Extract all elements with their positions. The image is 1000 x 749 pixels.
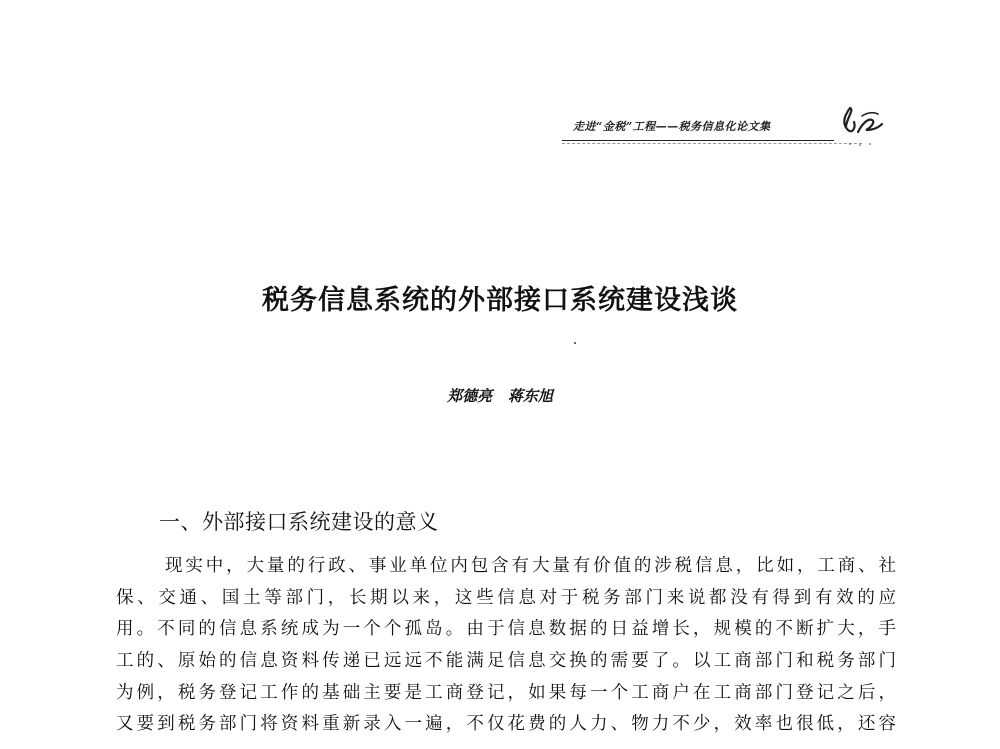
header-rule [562,140,834,141]
paragraph-line: 保、交通、国土等部门，长期以来，这些信息对于税务部门来说都没有得到有效的应 [116,587,896,608]
paragraph-line: 又要到税务部门将资料重新录入一遍，不仅花费的人力、物力不少，效率也很低，还容 [116,714,896,735]
section-heading: 一、外部接口系统建设的意义 [159,510,439,534]
body-paragraph [116,551,896,741]
paragraph-line: 现实中，大量的行政、事业单位内包含有大量有价值的涉税信息，比如，工商、社 [165,556,896,576]
header-rule-dashed [562,143,862,144]
paragraph-line: 用。不同的信息系统成为一个个孤岛。由于信息数据的日益增长，规模的不断扩大，手 [116,619,896,640]
running-header: 走进“金税”工程——税务信息化论文集 [573,120,771,133]
article-title: 税务信息系统的外部接口系统建设浅谈 [262,285,738,316]
paragraph-line: 为例，税务登记工作的基础主要是工商登记，如果每一个工商户在工商部门登记之后， [116,682,896,703]
scan-speck [574,342,576,344]
author-line: 郑德亮 蒋东旭 [447,387,553,405]
page-number-mark [838,102,884,148]
paragraph-line: 工的、原始的信息资料传递已远远不能满足信息交换的需要了。以工商部门和税务部门 [116,651,896,672]
